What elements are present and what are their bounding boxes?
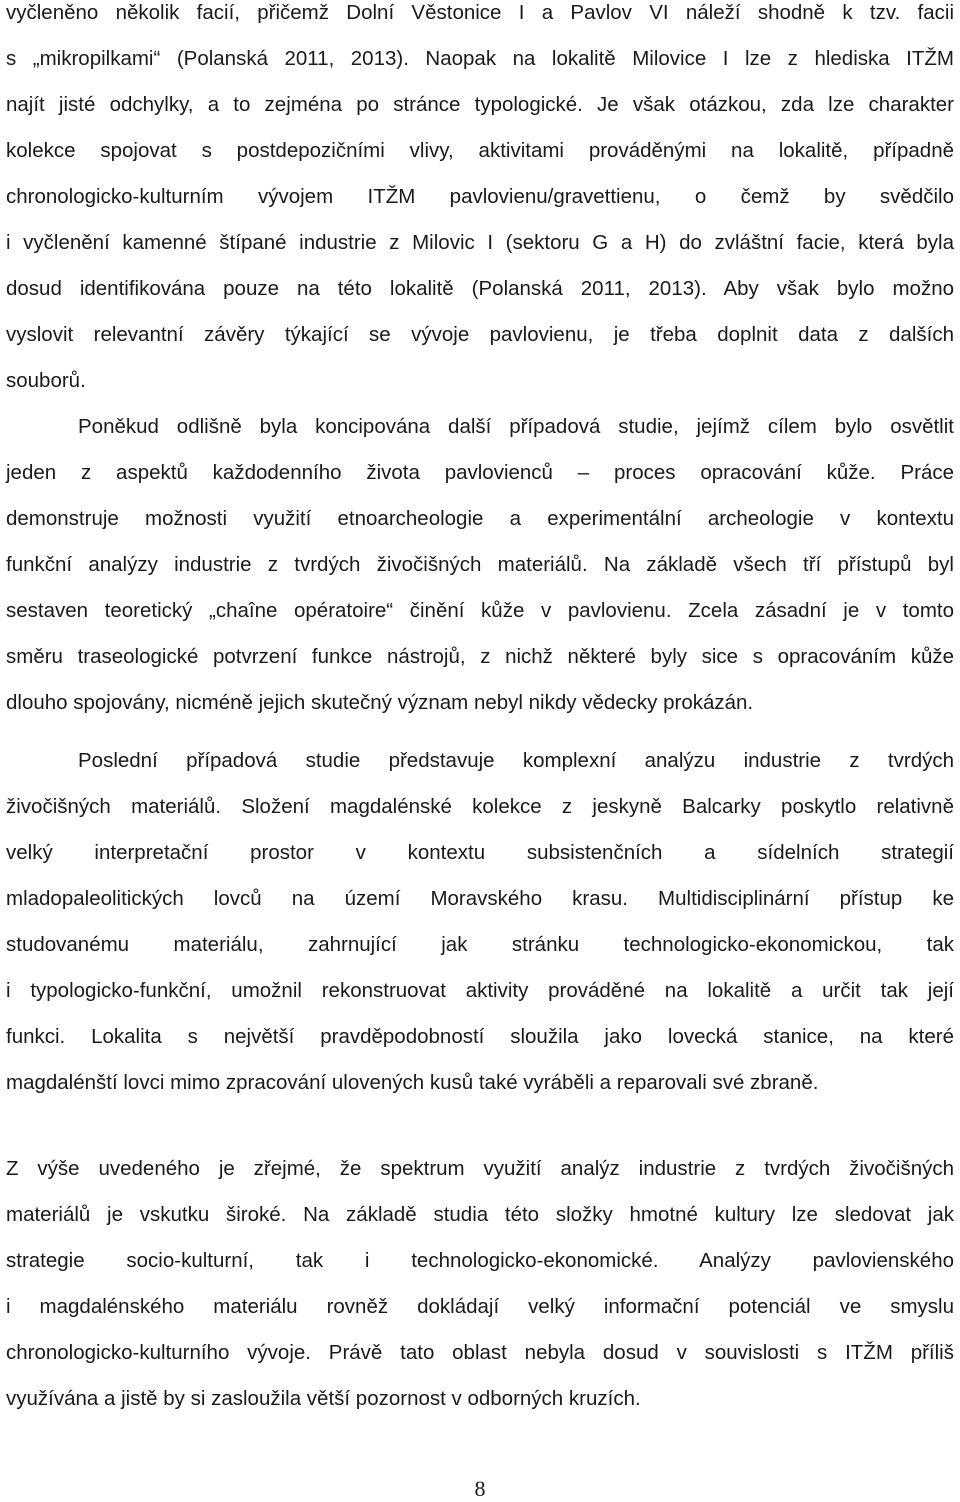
text-line: sestaven teoretický „chaîne opératoire“ činění kůže v pavlovienu. Zcela zásadní je v tomto: [6, 599, 954, 622]
text-line: chronologicko-kulturního vývoje. Právě tato oblast nebyla dosud v souvislosti s ITŽM příliš: [6, 1341, 954, 1364]
text-line: kolekce spojovat s postdepozičními vlivy, aktivitami prováděnými na lokalitě, případně: [6, 139, 954, 162]
text-line: materiálů je vskutku široké. Na základě studia této složky hmotné kultury lze sledovat jak: [6, 1203, 954, 1226]
text-line: studovanému materiálu, zahrnující jak stránku technologicko-ekonomickou, tak: [6, 933, 954, 956]
text-line: Poněkud odlišně byla koncipována další případová studie, jejímž cílem bylo osvětlit: [78, 415, 954, 438]
text-line: živočišných materiálů. Složení magdalénské kolekce z jeskyně Balcarky poskytlo relativně: [6, 795, 954, 818]
text-line: mladopaleolitických lovců na území Moravského krasu. Multidisciplinární přístup ke: [6, 887, 954, 910]
text-line: směru traseologické potvrzení funkce nástrojů, z nichž některé byly sice s opracováním kůže: [6, 645, 954, 668]
text-line: strategie socio-kulturní, tak i technologicko-ekonomické. Analýzy pavlovienského: [6, 1249, 954, 1272]
page-number: 8: [474, 1476, 486, 1501]
text-line: velký interpretační prostor v kontextu subsistenčních a sídelních strategií: [6, 841, 954, 864]
text-line: využívána a jistě by si zasloužila větší pozornost v odborných kruzích.: [6, 1387, 641, 1410]
text-line: funkci. Lokalita s největší pravděpodobností sloužila jako lovecká stanice, na které: [6, 1025, 954, 1048]
text-line: Poslední případová studie představuje komplexní analýzu industrie z tvrdých: [78, 749, 954, 772]
text-line: jeden z aspektů každodenního života pavlovienců – proces opracování kůže. Práce: [6, 461, 954, 484]
text-line: vyslovit relevantní závěry týkající se vývoje pavlovienu, je třeba doplnit data z dalších: [6, 323, 954, 346]
text-line: souborů.: [6, 369, 86, 392]
text-line: vyčleněno několik facií, přičemž Dolní Věstonice I a Pavlov VI náleží shodně k tzv. facii: [6, 1, 954, 24]
text-line: i magdalénského materiálu rovněž dokládají velký informační potenciál ve smyslu: [6, 1295, 954, 1318]
text-line: i vyčlenění kamenné štípané industrie z Milovic I (sektoru G a H) do zvláštní facie, která byla: [6, 231, 954, 254]
text-line: Z výše uvedeného je zřejmé, že spektrum využití analýz industrie z tvrdých živočišných: [6, 1157, 954, 1180]
text-line: s „mikropilkami“ (Polanská 2011, 2013). Naopak na lokalitě Milovice I lze z hlediska ITŽM: [6, 47, 954, 70]
text-line: najít jisté odchylky, a to zejména po stránce typologické. Je však otázkou, zda lze charakter: [6, 93, 954, 116]
text-line: magdalénští lovci mimo zpracování ulovených kusů také vyráběli a reparovali své zbraně.: [6, 1071, 819, 1094]
text-line: chronologicko-kulturním vývojem ITŽM pavlovienu/gravettienu, o čemž by svědčilo: [6, 185, 954, 208]
document-page: [6, 0, 954, 1502]
text-line: funkční analýzy industrie z tvrdých živočišných materiálů. Na základě všech tří přístupů byl: [6, 553, 954, 576]
text-line: i typologicko-funkční, umožnil rekonstruovat aktivity prováděné na lokalitě a určit tak její: [6, 979, 954, 1002]
text-line: demonstruje možnosti využití etnoarcheologie a experimentální archeologie v kontextu: [6, 507, 954, 530]
text-line: dosud identifikována pouze na této lokalitě (Polanská 2011, 2013). Aby však bylo možno: [6, 277, 954, 300]
text-line: dlouho spojovány, nicméně jejich skutečný význam nebyl nikdy vědecky prokázán.: [6, 691, 754, 714]
